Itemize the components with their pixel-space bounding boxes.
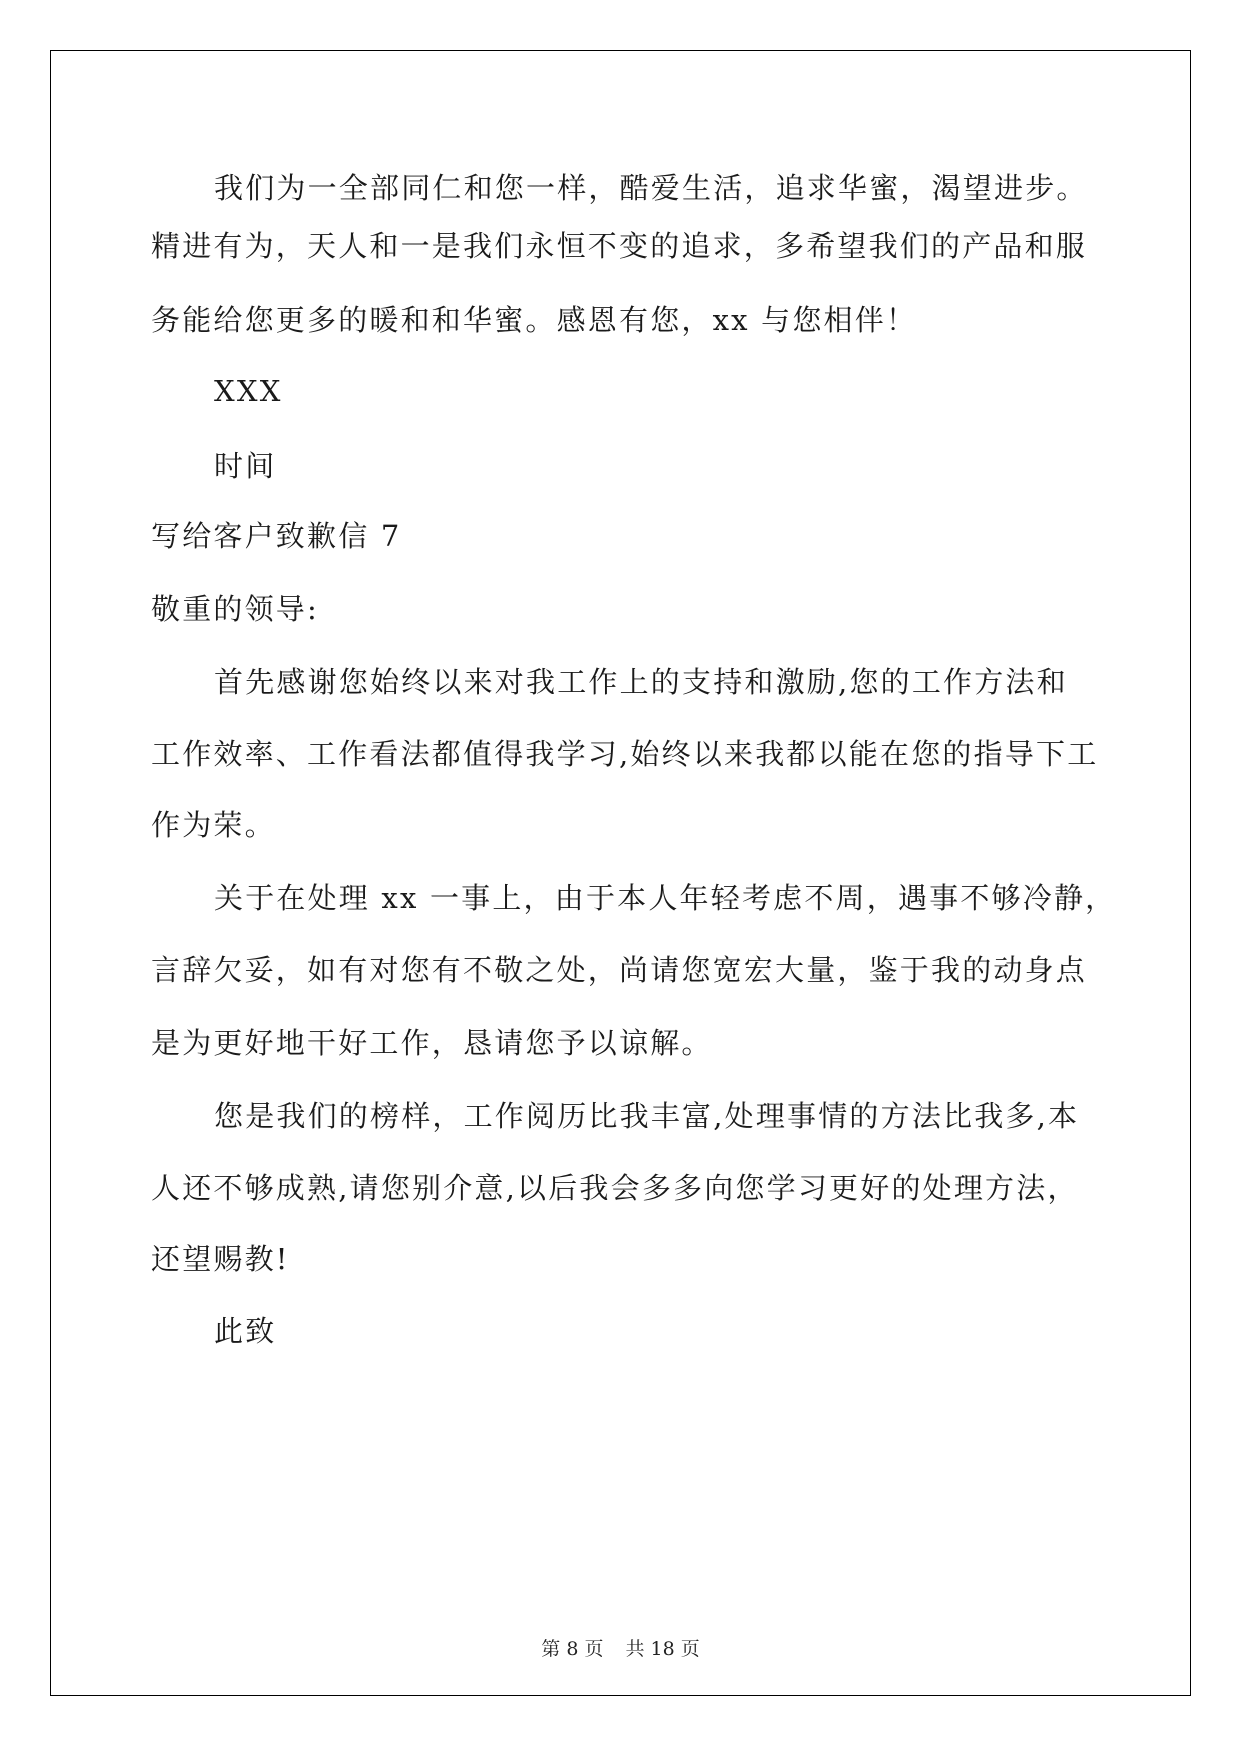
text-line: 务能给您更多的暖和和华蜜。感恩有您，xx 与您相伴！ <box>151 303 918 337</box>
text-line: 我们为一全部同仁和您一样，酷爱生活，追求华蜜，渴望进步。 <box>214 171 1088 205</box>
text-line: 还望赐教! <box>151 1242 290 1276</box>
text-line: 言辞欠妥，如有对您有不敬之处，尚请您宽宏大量，鉴于我的动身点 <box>151 953 1088 987</box>
closing: 此致 <box>214 1314 277 1348</box>
signature-name: XXX <box>214 374 283 408</box>
salutation: 敬重的领导: <box>151 592 319 626</box>
page-total: 共 18 页 <box>625 1638 700 1660</box>
text-line: 工作效率、工作看法都值得我学习,始终以来我都以能在您的指导下工 <box>151 737 1099 771</box>
text-line: 首先感谢您始终以来对我工作上的支持和激励,您的工作方法和 <box>214 665 1068 699</box>
text-line: 您是我们的榜样，工作阅历比我丰富,处理事情的方法比我多,本 <box>214 1099 1080 1133</box>
text-line: 精进有为，天人和一是我们永恒不变的追求，多希望我们的产品和服 <box>151 229 1088 263</box>
page-border <box>50 50 1191 1696</box>
page-number: 第 8 页 <box>541 1638 604 1660</box>
signature-date: 时间 <box>214 449 277 483</box>
text-line: 人还不够成熟,请您别介意,以后我会多多向您学习更好的处理方法， <box>151 1171 1079 1205</box>
text-line: 是为更好地干好工作，恳请您予以谅解。 <box>151 1026 713 1060</box>
page-footer <box>0 1634 1241 1661</box>
text-line: 作为荣。 <box>151 808 276 842</box>
text-line: 关于在处理 xx 一事上，由于本人年轻考虑不周，遇事不够冷静， <box>214 881 1117 915</box>
section-heading: 写给客户致歉信 7 <box>151 519 402 553</box>
